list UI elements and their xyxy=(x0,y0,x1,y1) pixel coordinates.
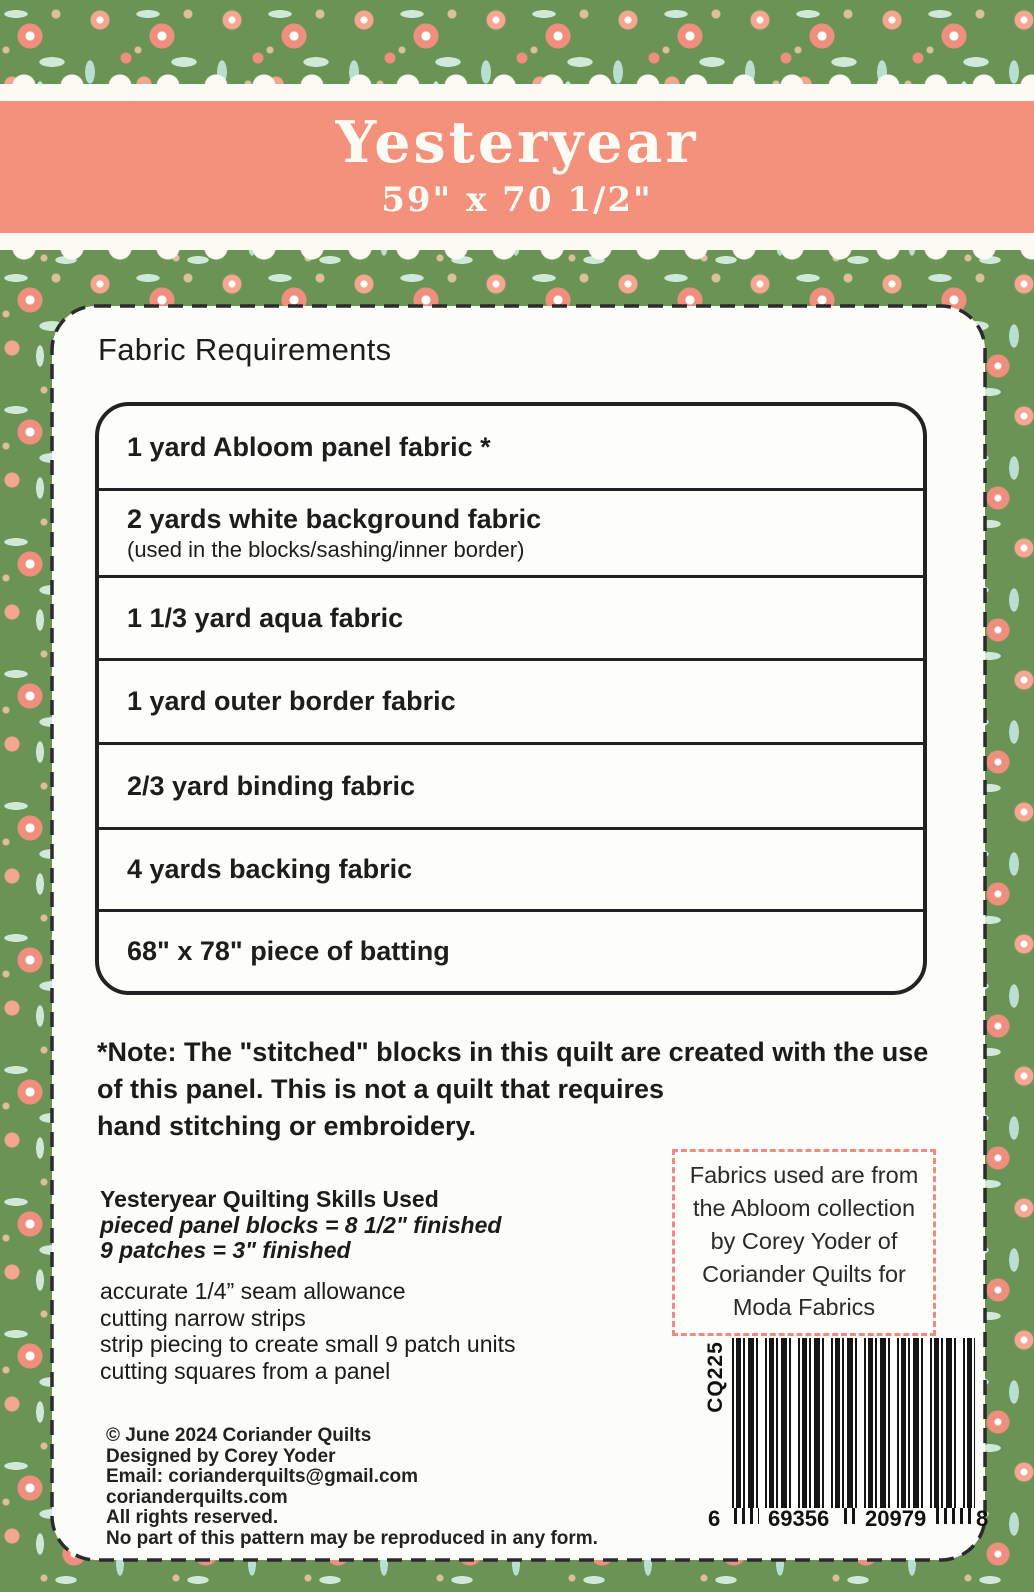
fabric-row xyxy=(99,742,923,827)
fabric-row-text: 1 yard outer border fabric xyxy=(127,686,456,716)
fabric-row-text: 4 yards backing fabric xyxy=(127,854,413,884)
fabric-row-text: 2 yards white background fabric xyxy=(127,503,542,534)
barcode-digit-group: 69356 xyxy=(768,1506,830,1531)
fabric-requirements-heading: Fabric Requirements xyxy=(98,332,392,367)
fabric-requirements-table xyxy=(95,402,927,995)
note-line: *Note: The "stitched" blocks in this quilt are created with the use xyxy=(97,1037,929,1067)
barcode-bars xyxy=(732,1338,975,1508)
fabric-row xyxy=(99,909,923,991)
fabric-row-subtext: (used in the blocks/sashing/inner border) xyxy=(127,536,525,562)
fabric-row-text: 1 yard Abloom panel fabric * xyxy=(127,431,491,462)
content-panel xyxy=(50,304,987,1562)
copyright-line: No part of this pattern may be reproduced in any form. xyxy=(106,1527,598,1549)
fabric-row xyxy=(99,827,923,909)
note-line: of this panel. This is not a quilt that requires xyxy=(97,1074,665,1104)
fabric-row xyxy=(99,488,923,575)
skills-list-item: cutting narrow strips xyxy=(100,1304,306,1331)
fabrics-credit-line: by Corey Yoder of xyxy=(710,1228,898,1254)
note-line: hand stitching or embroidery. xyxy=(97,1111,477,1141)
fabric-row xyxy=(99,658,923,742)
quilting-skills-section xyxy=(100,1186,501,1263)
fabric-row xyxy=(99,575,923,658)
fabric-row-text: 2/3 yard binding fabric xyxy=(127,770,416,801)
scallop-edge-bottom xyxy=(0,233,1034,250)
barcode-digit-group: 20979 xyxy=(865,1506,927,1531)
skills-heading: Yesteryear Quilting Skills Used xyxy=(100,1186,439,1212)
copyright-line: Email: corianderquilts@gmail.com xyxy=(106,1466,419,1487)
scallop-edge-top xyxy=(0,84,1034,101)
barcode xyxy=(650,1332,990,1542)
barcode-digit-group: 8 xyxy=(976,1506,989,1531)
fabrics-credit-box xyxy=(672,1149,936,1336)
barcode-guard-bars xyxy=(734,1508,759,1524)
fabrics-credit-line: Moda Fabrics xyxy=(732,1294,876,1320)
skills-list-item: accurate 1/4” seam allowance xyxy=(100,1278,406,1304)
fabric-row-text: 1 1/3 yard aqua fabric xyxy=(127,602,404,633)
barcode-guard-bars xyxy=(844,1508,858,1524)
copyright-line: All rights reserved. xyxy=(106,1507,279,1528)
copyright-block xyxy=(106,1426,598,1549)
copyright-line: © June 2024 Coriander Quilts xyxy=(106,1425,372,1446)
skills-list-item: cutting squares from a panel xyxy=(100,1357,391,1384)
skills-finished-size: 9 patches = 3" finished xyxy=(100,1237,351,1263)
quilting-skills-list xyxy=(100,1278,515,1384)
quilt-dimensions: 59" x 70 1/2" xyxy=(381,180,653,220)
barcode-digit-group: 6 xyxy=(708,1506,721,1531)
fabric-row-text: 68" x 78" piece of batting xyxy=(127,936,450,966)
fabrics-credit-line: Fabrics used are from xyxy=(689,1162,919,1188)
barcode-guard-bars xyxy=(936,1508,972,1524)
title-banner xyxy=(0,101,1034,233)
barcode-sku-label: CQ225 xyxy=(704,1341,727,1413)
pattern-title: Yesteryear xyxy=(335,109,699,176)
skills-finished-size: pieced panel blocks = 8 1/2" finished xyxy=(100,1212,502,1238)
fabrics-credit-line: the Abloom collection xyxy=(692,1195,916,1221)
fabric-row xyxy=(99,406,923,488)
copyright-line: Designed by Corey Yoder xyxy=(106,1445,336,1467)
panel-note xyxy=(97,1034,949,1145)
copyright-line: corianderquilts.com xyxy=(106,1486,288,1508)
fabrics-credit-line: Coriander Quilts for xyxy=(702,1261,906,1287)
skills-list-item: strip piecing to create small 9 patch units xyxy=(100,1331,516,1357)
